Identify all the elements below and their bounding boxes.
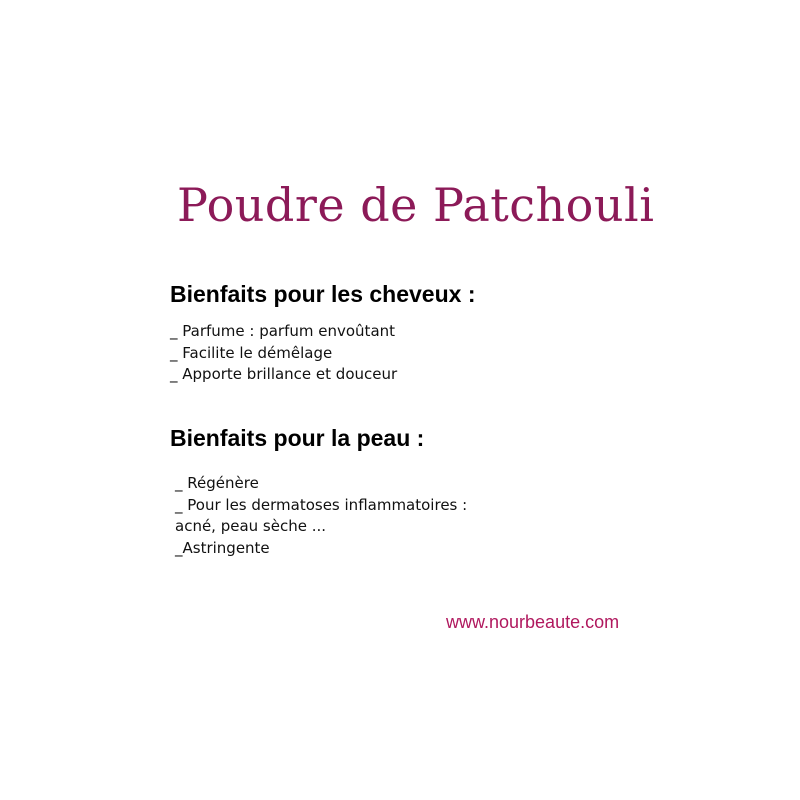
list-item: _ Parfume : parfum envoûtant [170,322,396,340]
skin-benefits-heading: Bienfaits pour la peau : [170,425,425,451]
list-item: _ Facilite le démêlage [170,343,333,362]
hair-benefits-list [170,321,397,386]
list-item: _ Pour les dermatoses inflammatoires : [175,495,468,514]
list-item: _Astringente [175,538,270,557]
list-item: _ Régénère [175,474,259,492]
website-url: www.nourbeaute.com [446,612,620,632]
skin-benefits-list [175,473,467,559]
list-item: acné, peau sèche ... [175,517,327,535]
list-item: _ Apporte brillance et douceur [170,365,398,383]
hair-benefits-heading: Bienfaits pour les cheveux : [170,281,476,307]
product-title: Poudre de Patchouli [177,178,655,232]
